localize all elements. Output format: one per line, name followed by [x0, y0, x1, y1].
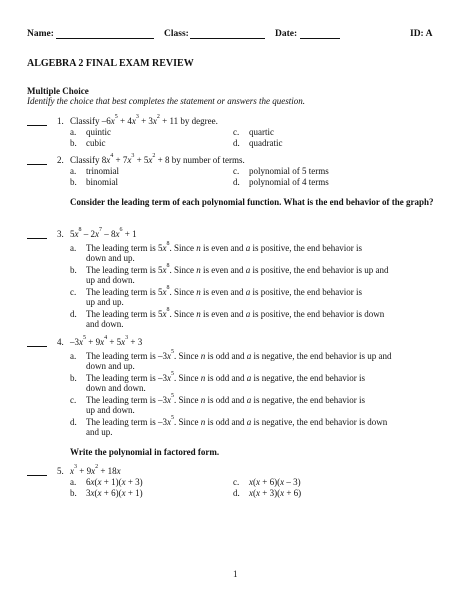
choice-label: c. — [233, 166, 240, 176]
question-number-3: 3. — [57, 229, 64, 239]
choice-text: The leading term is $5x^8$. Since n is even and a is positive, the end behavior is up and — [86, 263, 389, 275]
class-field[interactable] — [190, 38, 265, 39]
choice-text: The leading term is $-3x^5$. Since n is odd and a is negative, the end behavior is — [86, 393, 365, 405]
choice-text: The leading term is $5x^8$. Since n is even and a is positive, the end behavior is — [86, 285, 362, 297]
choice-text-cont: down and up. — [86, 253, 135, 263]
question-number-1: 1. — [57, 116, 64, 126]
name-label: Name: — [27, 29, 54, 39]
choice-label: c. — [70, 395, 77, 405]
answer-blank-2[interactable] — [27, 164, 47, 165]
choice-label: d. — [70, 309, 77, 319]
answer-blank-1[interactable] — [27, 125, 47, 126]
id-label: ID: A — [410, 29, 433, 39]
question-text-4: $-3x^5 + 9x^4 + 5x^3 + 3$ — [70, 335, 143, 347]
section-instructions: Identify the choice that best completes the statement or answers the question. — [27, 96, 305, 106]
choice-text-cont: and down. — [86, 319, 124, 329]
choice-label: c. — [233, 477, 240, 487]
choice-label: b. — [70, 488, 77, 498]
choice-label: b. — [70, 177, 77, 187]
choice-text: cubic — [86, 138, 106, 148]
page-number: 1 — [233, 569, 238, 579]
choice-text: The leading term is $5x^8$. Since n is even and a is positive, the end behavior is — [86, 241, 362, 253]
section-heading: Multiple Choice — [27, 86, 89, 96]
choice-text-cont: down and up. — [86, 361, 135, 371]
choice-label: d. — [70, 417, 77, 427]
date-label: Date: — [275, 29, 298, 39]
choice-label: a. — [70, 127, 77, 137]
answer-blank-5[interactable] — [27, 475, 47, 476]
class-label: Class: — [164, 29, 189, 39]
directions-factored-form: Write the polynomial in factored form. — [70, 447, 220, 457]
question-number-4: 4. — [57, 337, 64, 347]
choice-label: b. — [70, 265, 77, 275]
choice-text: The leading term is $5x^8$. Since n is even and a is positive, the end behavior is down — [86, 307, 385, 319]
choice-label: d. — [233, 177, 240, 187]
choice-text: polynomial of 5 terms — [249, 166, 329, 176]
choice-label: c. — [70, 287, 77, 297]
choice-label: a. — [70, 351, 77, 361]
choice-text: x(x + 6)(x – 3) — [249, 477, 301, 487]
choice-text: trinomial — [86, 166, 119, 176]
question-text-2: Classify $8x^4 + 7x^3 + 5x^2 + 8$ by number of terms. — [70, 153, 245, 165]
choice-text: quintic — [86, 127, 111, 137]
question-text-3: $5x^8 - 2x^7 - 8x^6 + 1$ — [70, 227, 137, 239]
choice-label: c. — [233, 127, 240, 137]
page-title: ALGEBRA 2 FINAL EXAM REVIEW — [27, 58, 194, 69]
choice-text: quadratic — [249, 138, 283, 148]
choice-text-cont: up and up. — [86, 297, 124, 307]
choice-text-cont: and up. — [86, 427, 113, 437]
question-number-5: 5. — [57, 466, 64, 476]
choice-label: a. — [70, 477, 77, 487]
choice-text: 6x(x + 1)(x + 3) — [86, 477, 143, 487]
choice-label: d. — [233, 488, 240, 498]
question-text-1: Classify $-6x^5 + 4x^3 + 3x^2 + 11$ by degree. — [70, 114, 218, 126]
choice-text: The leading term is $-3x^5$. Since n is odd and a is negative, the end behavior is down — [86, 415, 388, 427]
date-field[interactable] — [300, 38, 340, 39]
choice-label: b. — [70, 138, 77, 148]
choice-text-cont: up and down. — [86, 275, 135, 285]
choice-text-cont: up and down. — [86, 405, 135, 415]
choice-text: The leading term is $-3x^5$. Since n is odd and a is negative, the end behavior is up and — [86, 349, 392, 361]
choice-text: quartic — [249, 127, 274, 137]
choice-text: binomial — [86, 177, 118, 187]
answer-blank-3[interactable] — [27, 238, 47, 239]
choice-text: The leading term is $-3x^5$. Since n is odd and a is negative, the end behavior is — [86, 371, 365, 383]
choice-label: a. — [70, 166, 77, 176]
name-field[interactable] — [56, 38, 154, 39]
choice-text-cont: down and down. — [86, 383, 146, 393]
question-number-2: 2. — [57, 155, 64, 165]
choice-label: a. — [70, 243, 77, 253]
answer-blank-4[interactable] — [27, 346, 47, 347]
choice-label: d. — [233, 138, 240, 148]
choice-text: 3x(x + 6)(x + 1) — [86, 488, 143, 498]
choice-text: polynomial of 4 terms — [249, 177, 329, 187]
choice-label: b. — [70, 373, 77, 383]
question-text-5: $x^3 + 9x^2 + 18x$ — [70, 464, 121, 476]
directions-end-behavior: Consider the leading term of each polynomial function. What is the end behavior of the graph? — [70, 197, 434, 207]
choice-text: x(x + 3)(x + 6) — [249, 488, 302, 498]
